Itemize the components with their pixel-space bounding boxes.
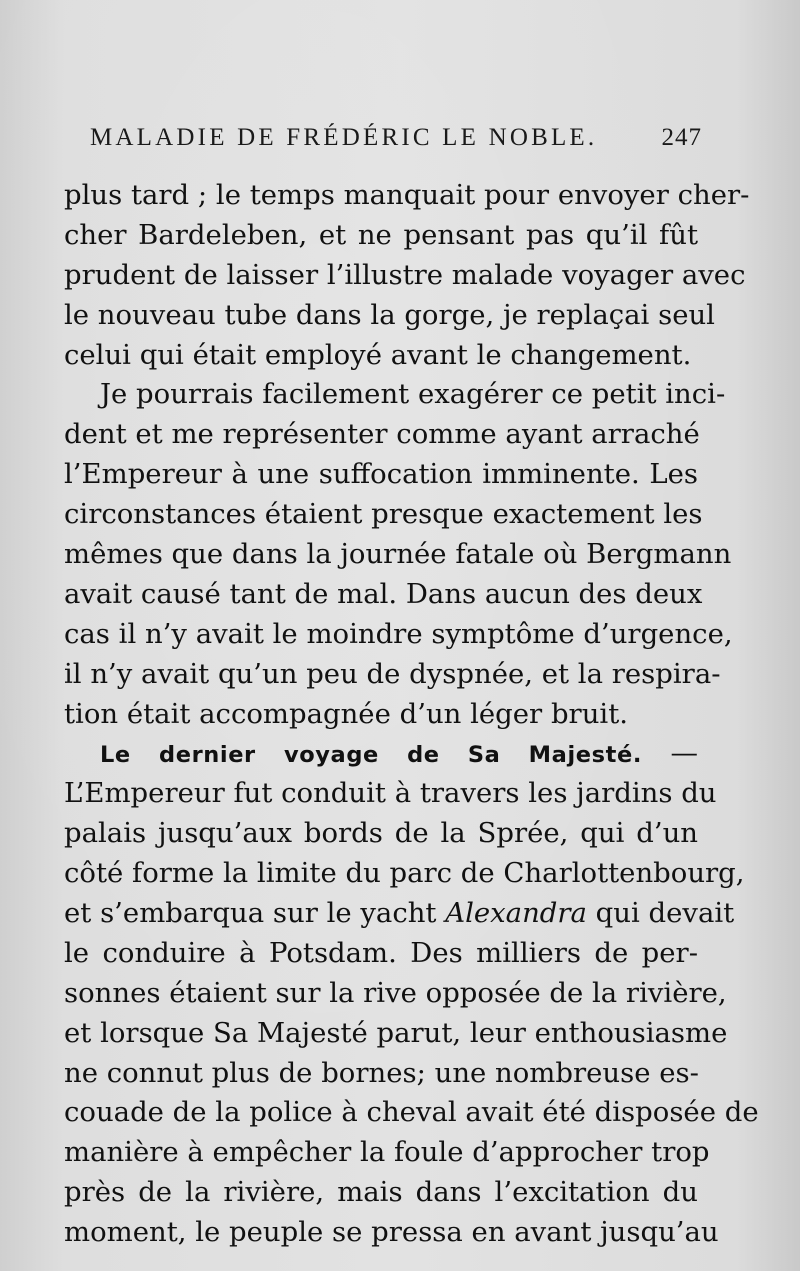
- text-line: cher Bardeleben, et ne pensant pas qu’il fût: [64, 218, 698, 251]
- chapter-title: MALADIE DE FRÉDÉRIC LE NOBLE.: [90, 124, 598, 151]
- text-line: près de la rivière, mais dans l’excitation du: [64, 1176, 698, 1209]
- text-line: ne connut plus de bornes; une nombreuse es-: [64, 1056, 699, 1089]
- running-head: [90, 118, 702, 158]
- em-dash: —: [670, 737, 698, 770]
- text-line: côté forme la limite du parc de Charlottenbourg,: [64, 857, 745, 890]
- text-line: plus tard ; le temps manquait pour envoyer cher-: [64, 179, 750, 211]
- text-line: il n’y avait qu’un peu de dyspnée, et la respira-: [64, 657, 721, 690]
- text-segment: et s’embarqua sur le yacht: [64, 897, 446, 930]
- page-number: 247: [661, 124, 702, 151]
- text-line: et lorsque Sa Majesté parut, leur enthousiasme: [64, 1016, 728, 1049]
- text-line: tion était accompagnée d’un léger bruit.: [64, 697, 628, 730]
- text-line: couade de la police à cheval avait été disposée de: [64, 1096, 759, 1129]
- text-line: prudent de laisser l’illustre malade voyager avec: [64, 258, 746, 291]
- text-line: moment, le peuple se pressa en avant jusqu’au: [64, 1216, 719, 1249]
- text-line: le conduire à Potsdam. Des milliers de per-: [64, 936, 698, 969]
- text-line: sonnes étaient sur la rive opposée de la rivière,: [64, 976, 727, 1009]
- text-line: le nouveau tube dans la gorge, je replaçai seul: [64, 298, 715, 331]
- text-line: L’Empereur fut conduit à travers les jardins du: [64, 777, 717, 810]
- text-line: manière à empêcher la foule d’approcher trop: [64, 1136, 710, 1169]
- text-line: l’Empereur à une suffocation imminente. Les: [64, 458, 698, 491]
- text-line: cas il n’y avait le moindre symptôme d’urgence,: [64, 617, 733, 650]
- text-line: palais jusqu’aux bords de la Sprée, qui d’un: [64, 817, 698, 850]
- text-line: [64, 894, 735, 934]
- text-line: Je pourrais facilement exagérer ce petit inci-: [100, 378, 726, 411]
- text-line: dent et me représenter comme ayant arraché: [64, 418, 700, 451]
- text-line: mêmes que dans la journée fatale où Bergmann: [64, 538, 732, 571]
- text-line: circonstances étaient presque exactement les: [64, 498, 703, 531]
- body-text: [64, 176, 759, 1253]
- section-heading-line: [64, 734, 698, 774]
- text-segment: qui devait: [586, 897, 735, 930]
- text-line: avait causé tant de mal. Dans aucun des deux: [64, 577, 703, 610]
- section-heading: Le dernier voyage de Sa Majesté.: [100, 742, 642, 769]
- yacht-name: Alexandra: [445, 897, 587, 930]
- text-line: celui qui était employé avant le changement.: [64, 338, 692, 371]
